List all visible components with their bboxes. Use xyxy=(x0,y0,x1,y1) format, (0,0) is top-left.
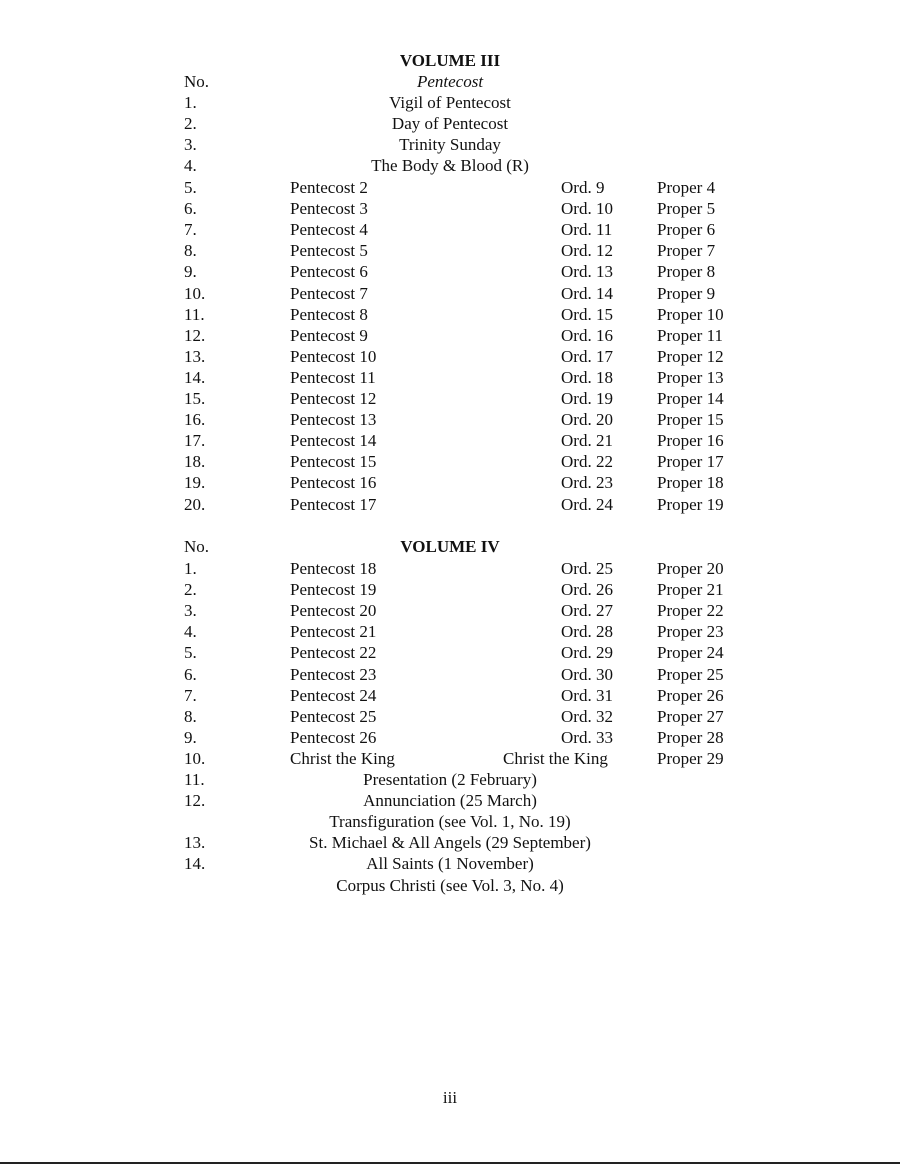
entry-name: Day of Pentecost xyxy=(391,114,509,133)
entry-number: 1. xyxy=(184,93,197,112)
entry-number: 9. xyxy=(184,262,197,281)
entry-ordinary: Ord. 19 xyxy=(561,389,613,408)
entry-number: 18. xyxy=(184,452,206,471)
table-row xyxy=(0,451,900,472)
entry-name: Pentecost 26 xyxy=(290,728,377,747)
entry-number: 4. xyxy=(184,156,197,175)
entry-name: Pentecost 23 xyxy=(290,665,377,684)
list-item xyxy=(0,769,900,790)
table-row xyxy=(0,261,900,282)
table-row xyxy=(0,219,900,240)
entry-proper: Proper 28 xyxy=(657,728,724,747)
entry-number: 11. xyxy=(184,305,205,324)
entry-ordinary: Ord. 9 xyxy=(561,178,605,197)
entry-ordinary: Ord. 15 xyxy=(561,305,613,324)
entry-number: 12. xyxy=(184,791,206,810)
entry-number: 16. xyxy=(184,410,206,429)
entry-number: 8. xyxy=(184,707,197,726)
entry-proper: Proper 8 xyxy=(657,262,716,281)
entry-name: Pentecost 18 xyxy=(290,559,377,578)
entry-number: 19. xyxy=(184,473,206,492)
volume-3-header-row xyxy=(0,71,900,92)
entry-number: 3. xyxy=(184,601,197,620)
entry-number: 5. xyxy=(184,178,197,197)
entry-proper: Proper 27 xyxy=(657,707,724,726)
entry-number: 20. xyxy=(184,495,206,514)
entry-ordinary: Christ the King xyxy=(503,749,608,768)
entry-ordinary: Ord. 17 xyxy=(561,347,613,366)
entry-proper: Proper 17 xyxy=(657,452,724,471)
entry-proper: Proper 13 xyxy=(657,368,724,387)
volume-3-title-row xyxy=(0,50,900,71)
entry-proper: Proper 21 xyxy=(657,580,724,599)
entry-name: Pentecost 22 xyxy=(290,643,377,662)
table-row xyxy=(0,367,900,388)
list-item xyxy=(0,811,900,832)
entry-number: 2. xyxy=(184,580,197,599)
entry-ordinary: Ord. 31 xyxy=(561,686,613,705)
entry-ordinary: Ord. 29 xyxy=(561,643,613,662)
entry-proper: Proper 12 xyxy=(657,347,724,366)
entry-name: Pentecost 4 xyxy=(290,220,368,239)
entry-proper: Proper 7 xyxy=(657,241,716,260)
entry-ordinary: Ord. 16 xyxy=(561,326,613,345)
volume-3-title: VOLUME III xyxy=(399,51,501,70)
entry-number: 11. xyxy=(184,770,205,789)
entry-ordinary: Ord. 25 xyxy=(561,559,613,578)
entry-ordinary: Ord. 13 xyxy=(561,262,613,281)
entry-name: Pentecost 12 xyxy=(290,389,377,408)
list-item xyxy=(0,92,900,113)
entry-number: 10. xyxy=(184,284,206,303)
table-row xyxy=(0,177,900,198)
entry-name: Christ the King xyxy=(290,749,395,768)
table-row xyxy=(0,325,900,346)
entry-number: 17. xyxy=(184,431,206,450)
volume-4-no-header: No. xyxy=(184,537,210,556)
entry-name: Pentecost 17 xyxy=(290,495,377,514)
entry-ordinary: Ord. 10 xyxy=(561,199,613,218)
entry-number: 4. xyxy=(184,622,197,641)
entry-ordinary: Ord. 21 xyxy=(561,431,613,450)
entry-ordinary: Ord. 22 xyxy=(561,452,613,471)
table-row xyxy=(0,706,900,727)
list-item xyxy=(0,113,900,134)
entry-name: Transfiguration (see Vol. 1, No. 19) xyxy=(329,812,571,831)
entry-proper: Proper 20 xyxy=(657,559,724,578)
table-row xyxy=(0,642,900,663)
entry-ordinary: Ord. 32 xyxy=(561,707,613,726)
entry-number: 7. xyxy=(184,686,197,705)
volume-4-header-row xyxy=(0,536,900,557)
entry-ordinary: Ord. 20 xyxy=(561,410,613,429)
list-item xyxy=(0,853,900,874)
entry-ordinary: Ord. 18 xyxy=(561,368,613,387)
table-row xyxy=(0,283,900,304)
entry-proper: Proper 9 xyxy=(657,284,716,303)
entry-name: Pentecost 16 xyxy=(290,473,377,492)
entry-name: Annunciation (25 March) xyxy=(363,791,537,810)
entry-name: Pentecost 14 xyxy=(290,431,377,450)
entry-name: Pentecost 19 xyxy=(290,580,377,599)
volume-3-subtitle: Pentecost xyxy=(416,72,484,91)
entry-name: Pentecost 25 xyxy=(290,707,377,726)
entry-name: Pentecost 13 xyxy=(290,410,377,429)
entry-proper: Proper 16 xyxy=(657,431,724,450)
entry-proper: Proper 6 xyxy=(657,220,716,239)
entry-number: 6. xyxy=(184,665,197,684)
entry-name: Pentecost 5 xyxy=(290,241,368,260)
table-row xyxy=(0,727,900,748)
entry-name: Pentecost 9 xyxy=(290,326,368,345)
table-row xyxy=(0,664,900,685)
table-row xyxy=(0,621,900,642)
table-row xyxy=(0,409,900,430)
entry-name: Pentecost 8 xyxy=(290,305,368,324)
entry-number: 1. xyxy=(184,559,197,578)
list-item xyxy=(0,832,900,853)
entry-proper: Proper 10 xyxy=(657,305,724,324)
entry-name: Pentecost 10 xyxy=(290,347,377,366)
table-row xyxy=(0,346,900,367)
volume-4-title: VOLUME IV xyxy=(400,537,500,556)
entry-name: Pentecost 15 xyxy=(290,452,377,471)
table-row xyxy=(0,304,900,325)
entry-proper: Proper 18 xyxy=(657,473,724,492)
entry-ordinary: Ord. 33 xyxy=(561,728,613,747)
list-item xyxy=(0,134,900,155)
entry-name: St. Michael & All Angels (29 September) xyxy=(309,833,591,852)
table-row xyxy=(0,430,900,451)
entry-proper: Proper 24 xyxy=(657,643,724,662)
entry-number: 10. xyxy=(184,749,206,768)
entry-name: Trinity Sunday xyxy=(399,135,501,154)
entry-name: Pentecost 2 xyxy=(290,178,368,197)
entry-number: 9. xyxy=(184,728,197,747)
table-row xyxy=(0,685,900,706)
entry-proper: Proper 23 xyxy=(657,622,724,641)
entry-name: Pentecost 11 xyxy=(290,368,376,387)
entry-ordinary: Ord. 23 xyxy=(561,473,613,492)
entry-name: Pentecost 6 xyxy=(290,262,368,281)
entry-proper: Proper 29 xyxy=(657,749,724,768)
entry-ordinary: Ord. 28 xyxy=(561,622,613,641)
entry-number: 5. xyxy=(184,643,197,662)
table-row xyxy=(0,388,900,409)
entry-proper: Proper 5 xyxy=(657,199,716,218)
entry-ordinary: Ord. 27 xyxy=(561,601,613,620)
entry-ordinary: Ord. 11 xyxy=(561,220,613,239)
entry-name: Pentecost 24 xyxy=(290,686,377,705)
volume-3-no-header: No. xyxy=(184,72,210,91)
entry-name: All Saints (1 November) xyxy=(366,854,534,873)
entry-ordinary: Ord. 30 xyxy=(561,665,613,684)
entry-proper: Proper 22 xyxy=(657,601,724,620)
entry-number: 6. xyxy=(184,199,197,218)
entry-name: Pentecost 3 xyxy=(290,199,368,218)
entry-number: 13. xyxy=(184,833,206,852)
entry-number: 2. xyxy=(184,114,197,133)
list-item xyxy=(0,790,900,811)
entry-name: Pentecost 7 xyxy=(290,284,368,303)
list-item xyxy=(0,875,900,896)
entry-number: 8. xyxy=(184,241,197,260)
entry-ordinary: Ord. 26 xyxy=(561,580,613,599)
entry-ordinary: Ord. 14 xyxy=(561,284,613,303)
entry-proper: Proper 4 xyxy=(657,178,716,197)
entry-name: Corpus Christi (see Vol. 3, No. 4) xyxy=(336,876,564,895)
entry-proper: Proper 14 xyxy=(657,389,724,408)
entry-proper: Proper 11 xyxy=(657,326,723,345)
table-row xyxy=(0,748,900,769)
entry-proper: Proper 26 xyxy=(657,686,724,705)
table-row xyxy=(0,494,900,515)
table-row xyxy=(0,198,900,219)
entry-proper: Proper 19 xyxy=(657,495,724,514)
table-row xyxy=(0,579,900,600)
entry-ordinary: Ord. 12 xyxy=(561,241,613,260)
entry-proper: Proper 15 xyxy=(657,410,724,429)
page-number: iii xyxy=(442,1088,458,1107)
table-row xyxy=(0,558,900,579)
table-row xyxy=(0,600,900,621)
entry-number: 12. xyxy=(184,326,206,345)
entry-proper: Proper 25 xyxy=(657,665,724,684)
list-item xyxy=(0,155,900,176)
entry-number: 3. xyxy=(184,135,197,154)
table-row xyxy=(0,472,900,493)
entry-name: Presentation (2 February) xyxy=(363,770,537,789)
entry-ordinary: Ord. 24 xyxy=(561,495,613,514)
table-row xyxy=(0,240,900,261)
entry-name: The Body & Blood (R) xyxy=(371,156,529,175)
entry-number: 15. xyxy=(184,389,206,408)
entry-number: 14. xyxy=(184,854,206,873)
entry-number: 13. xyxy=(184,347,206,366)
entry-number: 7. xyxy=(184,220,197,239)
entry-number: 14. xyxy=(184,368,206,387)
entry-name: Pentecost 21 xyxy=(290,622,377,641)
entry-name: Vigil of Pentecost xyxy=(389,93,511,112)
entry-name: Pentecost 20 xyxy=(290,601,377,620)
